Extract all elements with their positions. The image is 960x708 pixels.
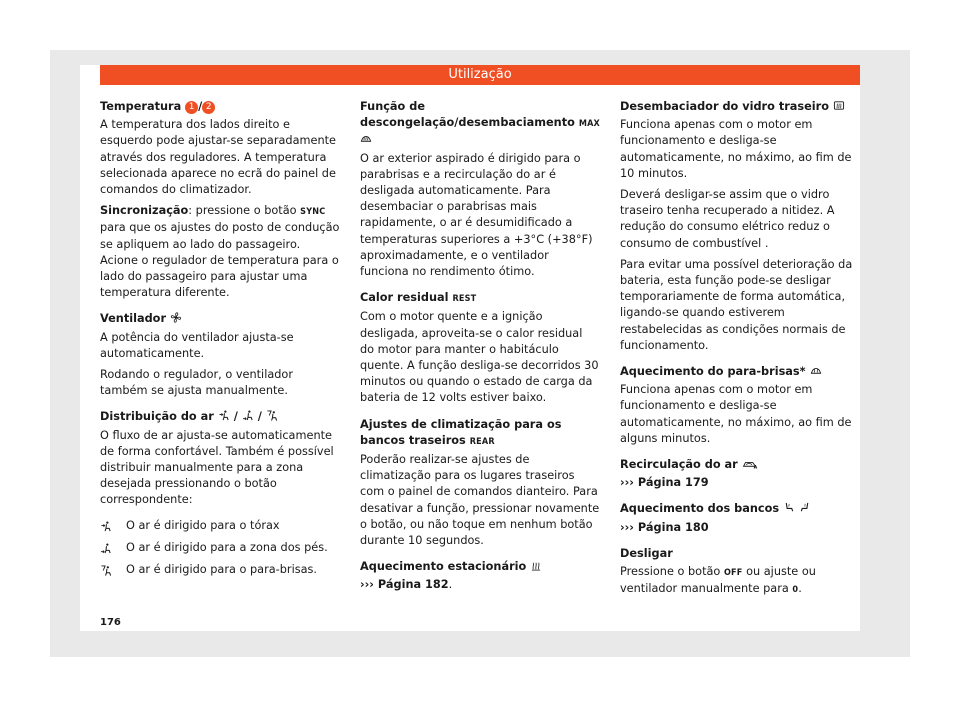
zero-setting-label: 0 [792,585,799,596]
rear-window-defrost-icon [833,100,845,111]
air-distribution-text: O fluxo de ar ajusta-se automaticamente de forma confortável. Também é possível distribuir manualmente para a zona desejada pressionando o botão correspondente: [100,428,334,507]
legend-item-feet: O ar é dirigido para a zona dos pés. [100,540,340,558]
fan-heading: Ventilador [100,311,340,327]
windscreen-heating-heading: Aquecimento do para-brisas* [620,364,860,380]
seat-heating-link-paragraph [620,520,860,536]
temperature-heading: Temperatura 1 / 2 [100,99,340,115]
recirculation-link-paragraph [620,475,860,491]
legend-item-chest: O ar é dirigido para o tórax [100,518,340,536]
parking-heater-icon [530,560,542,571]
windscreen-heating-text: Funciona apenas com o motor em funcionamento e desliga-se automaticamente, no máximo, ao fim de alguns minutos. [620,383,852,445]
recirculation-heading: Recirculação do ar A [620,458,757,472]
parking-heater-link-paragraph: ››› Página 182. [360,578,453,592]
defrost-heading: Função de descongelação/desembaciamento MAX [360,99,600,149]
section-header: Utilização [100,65,860,85]
rear-button-label: REAR [469,436,495,447]
temperature-text: A temperatura dos lados direito e esquerdo pode ajustar-se separadamente através dos reguladores. A temperatura selecionada aparece no ecrã do painel de comandos do climatizador. [100,118,336,197]
residual-heat-heading: Calor residual REST [360,291,477,305]
fan-text-1: A potência do ventilador ajusta-se automaticamente. [100,330,294,360]
rear-climate-text: Poderão realizar-se ajustes de climatização para os lugares traseiros com o painel de comandos dianteiro. Para desativar a função, pressionar novamente o botão, ou não toque em nenhum botão durante 10 segundos. [360,453,600,548]
rest-button-label: REST [452,294,477,305]
off-button-label: OFF [723,568,743,579]
callout-1: 1 [185,101,198,114]
rear-window-text-2: Deverá desligar-se assim que o vidro traseiro tenha recuperado a nitidez. A redução do consumo elétrico reduz o consumo de combustível . [620,188,835,250]
rear-window-text-1: Funciona apenas com o motor em funcionamento e desliga-se automaticamente, no máximo, ao fim de 10 minutos. [620,118,852,180]
air-distribution-heading: Distribuição do ar / / [100,409,340,425]
recirculation-car-icon [742,458,758,469]
rear-climate-heading: Ajustes de climatização para os bancos traseiros REAR [360,417,562,447]
seat-heating-left-icon [783,502,795,513]
parking-heater-heading: Aquecimento estacionário [360,559,600,575]
windscreen-heating-icon [810,365,822,376]
seat-heating-heading: Aquecimento dos bancos [620,501,860,517]
airflow-chest-icon [218,410,230,421]
residual-heat-text: Com o motor quente e a ignição desligada, aproveita-se o calor residual do motor para manter o habitáculo quente. A função desliga-se decorridos 30 minutos ou quando o estado de carga da bateria de 12 volts estiver baixo. [360,310,599,405]
page-link-180[interactable]: ››› Página 180 [620,520,709,534]
svg-text:A: A [753,465,757,470]
column-right [620,99,860,603]
switch-off-text: Pressione o botão OFF ou ajuste ou ventilador manualmente para 0. [620,565,816,596]
sync-button-label: SYNC [300,207,326,218]
airflow-chest-icon [100,521,112,532]
callout-2: 2 [202,101,215,114]
airflow-windscreen-icon [100,565,112,576]
page-link-179[interactable]: ››› Página 179 [620,476,709,490]
switch-off-heading: Desligar [620,546,673,560]
fan-text-2: Rodando o regulador, o ventilador também se ajusta manualmente. [100,368,293,398]
airflow-windscreen-icon [266,410,278,421]
defrost-text: O ar exterior aspirado é dirigido para o parabrisas e a recirculação do ar é desligada automaticamente. Para desembaciar o parabrisas mais rapidamente, o ar é desumidificado a temperaturas superiores a +3°C (+38°F) aproximadamente, e o ventilador funciona no rendimento ótimo. [360,151,593,279]
fan-icon [170,312,182,323]
seat-heating-right-icon [799,502,811,513]
windscreen-defrost-icon [360,133,372,144]
sync-paragraph: Sincronização: pressione o botão SYNC para que os ajustes do posto de condução se apliquem ao lado do passageiro. Acione o regulador de temperatura para o lado do passageiro para ajustar uma temperatura diferente. [100,204,340,300]
airflow-feet-icon [100,543,112,554]
column-left [100,99,340,584]
legend-item-windscreen: O ar é dirigido para o para-brisas. [100,562,340,580]
page-link-182[interactable]: ››› Página 182 [360,578,449,592]
rear-window-text-3: Para evitar uma possível deterioração da bateria, esta função pode-se desligar temporariamente de forma automática, ligando-se quando estiverem restabelecidas as condições normais de funcionamento. [620,257,853,352]
rear-window-heading: Desembaciador do vidro traseiro [620,99,860,115]
column-middle [360,99,600,599]
max-button-label: MAX [578,119,600,130]
airflow-feet-icon [242,410,254,421]
page-number: 176 [100,617,121,628]
